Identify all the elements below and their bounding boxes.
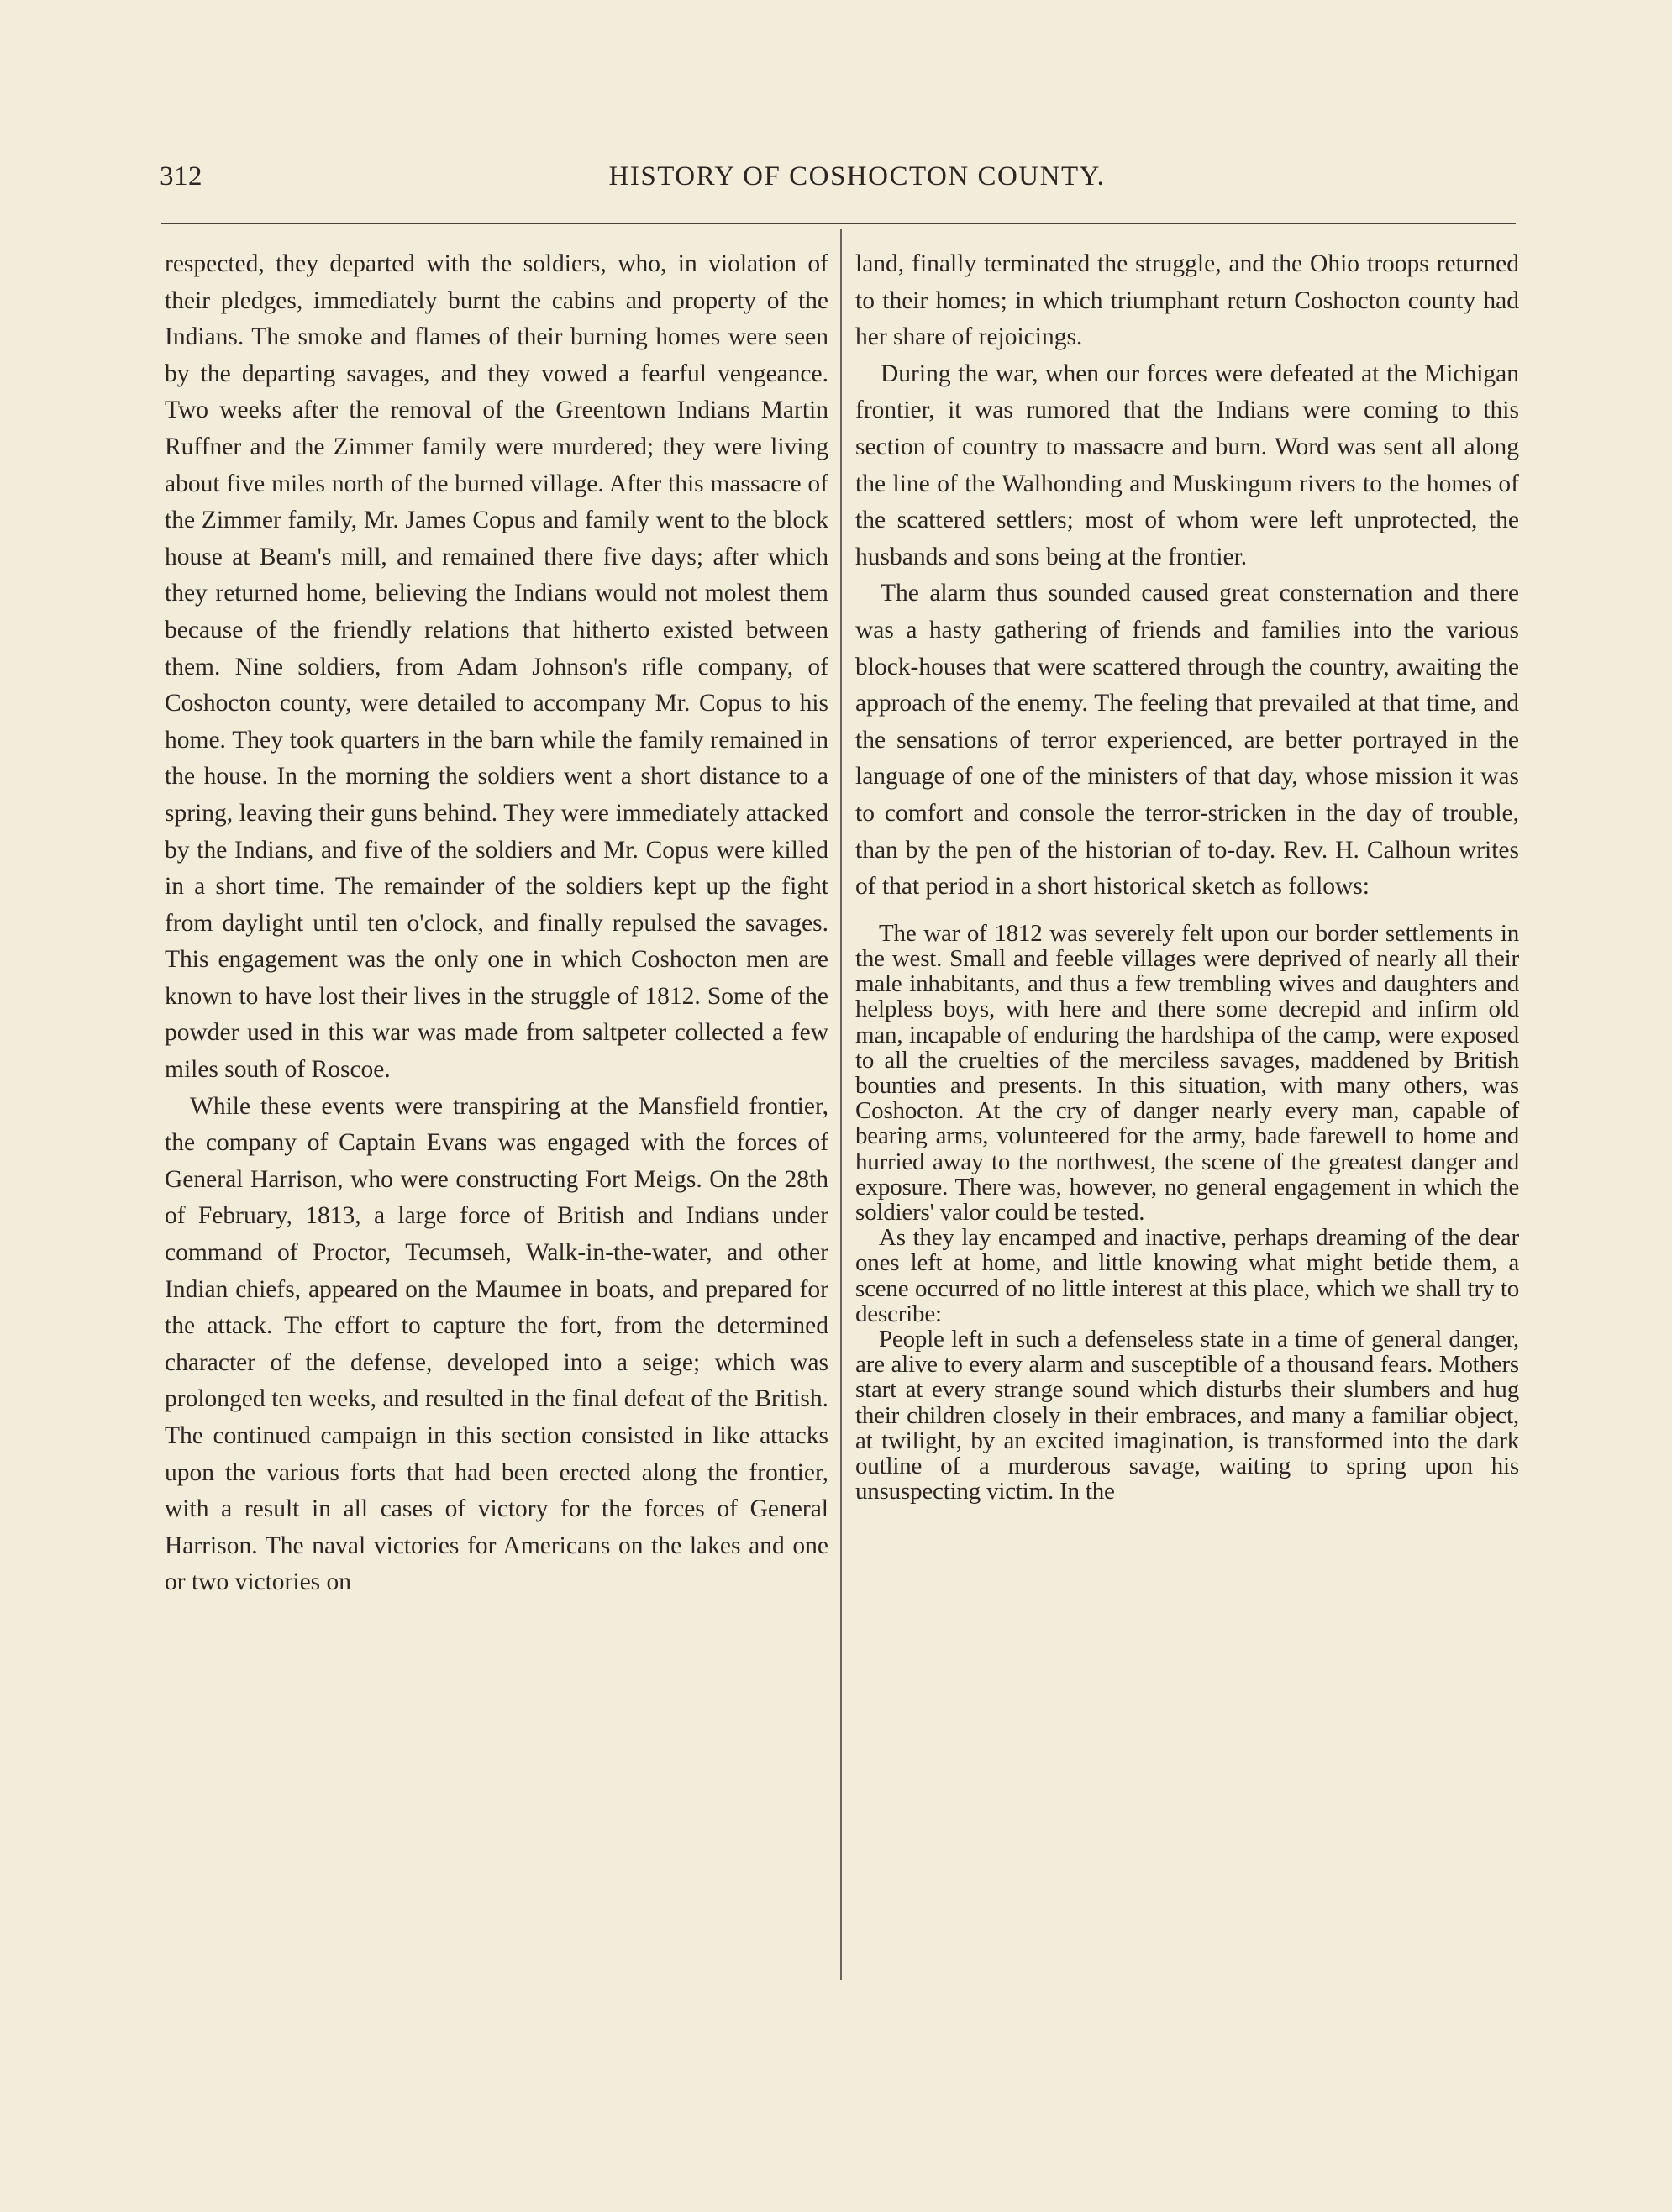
right-paragraph-3: The alarm thus sounded caused great consternation and there was a hasty gathering of friends and families into the various block-houses that were scattered through the country, awaiting the approach of the enemy. The feeling that prevailed at that time, and the sensations of terror experienced, are better portrayed in the language of one of the ministers of that day, whose mission it was to comfort and console the terror-stricken in the day of trouble, than by the pen of the historian of to-day. Rev. H. Calhoun writes of that period in a short historical sketch as follows: xyxy=(855,580,1519,901)
right-paragraph-2: During the war, when our forces were defeated at the Michigan frontier, it was rumored that the Indians were coming to this section of country to massacre and burn. Word was sent all along the line of the Walhonding and Muskingum rivers to the homes of the scattered settlers; most of whom were left unprotected, the husbands and sons being at the frontier. xyxy=(855,360,1519,570)
column-divider xyxy=(840,229,842,1980)
left-column xyxy=(165,246,828,1601)
right-paragraph-1: land, finally terminated the struggle, and the Ohio troops returned to their homes; in which triumphant return Coshocton county had her share of rejoicings. xyxy=(855,250,1519,351)
left-paragraph-2: While these events were transpiring at the Mansfield frontier, the company of Captain Evans was engaged with the forces of General Harrison, who were constructing Fort Meigs. On the 28th of February, 1813, a large force of British and Indians under command of Proctor, Tecumseh, Walk-in-the-water, and other Indian chiefs, appeared on the Maumee in boats, and prepared for the attack. The effort to capture the fort, from the determined character of the defense, developed into a seige; which was prolonged ten weeks, and resulted in the final defeat of the British. The continued campaign in this section consisted in like attacks upon the various forts that had been erected along the frontier, with a result in all cases of victory for the forces of General Harrison. The naval victories for Americans on the lakes and one or two victories on xyxy=(165,1092,828,1596)
running-title: HISTORY OF COSHOCTON COUNTY. xyxy=(608,161,1106,192)
block-quote xyxy=(855,921,1519,1505)
quote-paragraph-2: As they lay encamped and inactive, perhaps dreaming of the dear ones left at home, and little knowing what might betide them, a scene occurred of no little interest at this place, which we shall try to describe: xyxy=(855,1224,1519,1327)
left-paragraph-1: respected, they departed with the soldiers, who, in violation of their pledges, immediately burnt the cabins and property of the Indians. The smoke and flames of their burning homes were seen by the departing savages, and they vowed a fearful vengeance. Two weeks after the removal of the Greentown Indians Martin Ruffner and the Zimmer family were murdered; they were living about five miles north of the burned village. After this massacre of the Zimmer family, Mr. James Copus and family went to the block house at Beam's mill, and remained there five days; after which they returned home, believing the Indians would not molest them because of the friendly relations that hitherto existed between them. Nine soldiers, from Adam Johnson's rifle company, of Coshocton county, were detailed to accompany Mr. Copus to his home. They took quarters in the barn while the family remained in the house. In the morning the soldiers went a short distance to a spring, leaving their guns behind. They were immediately attacked by the Indians, and five of the soldiers and Mr. Copus were killed in a short time. The remainder of the soldiers kept up the fight from daylight until ten o'clock, and finally repulsed the savages. This engagement was the only one in which Coshocton men are known to have lost their lives in the struggle of 1812. Some of the powder used in this war was made from saltpeter collected a few miles south of Roscoe. xyxy=(165,250,828,1084)
header-rule xyxy=(161,223,1516,224)
quote-paragraph-1: The war of 1812 was severely felt upon our border settlements in the west. Small and feeble villages were deprived of nearly all their male inhabitants, and thus a few trembling wives and daughters and helpless boys, with here and there some decrepid and infirm old man, incapable of enduring the hardshipa of the camp, were exposed to all the cruelties of the merciless savages, maddened by British bounties and presents. In this situation, with many others, was Coshocton. At the cry of danger nearly every man, capable of bearing arms, volunteered for the army, bade farewell to home and hurried away to the northwest, the scene of the greatest danger and exposure. There was, however, no general engagement in which the soldiers' valor could be tested. xyxy=(855,919,1519,1226)
quote-paragraph-3: People left in such a defenseless state in a time of general danger, are alive to every alarm and susceptible of a thousand fears. Mothers start at every strange sound which disturbs their slumbers and hug their children closely in their embraces, and many a familiar object, at twilight, by an excited imagination, is transformed into the dark outline of a murderous savage, waiting to spring upon his unsuspecting victim. In the xyxy=(855,1325,1519,1505)
right-column xyxy=(855,246,1519,1504)
page-number: 312 xyxy=(160,161,202,192)
